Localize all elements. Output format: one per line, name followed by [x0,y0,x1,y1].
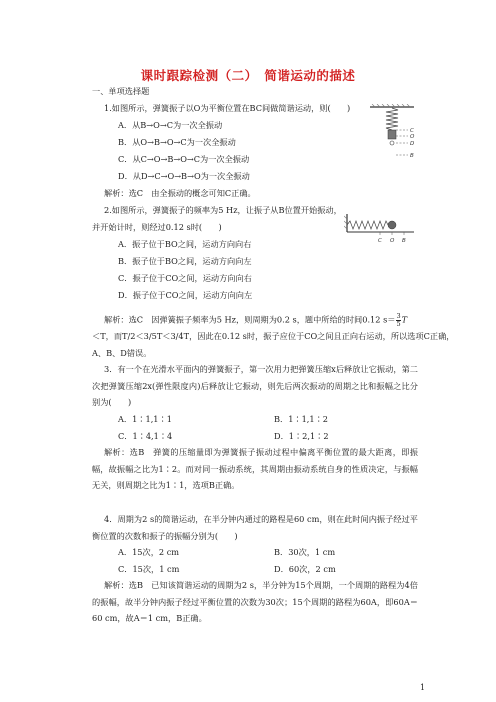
frac-num: 3 [396,312,401,320]
page-title: 课时跟踪检测（二） 简谐运动的描述 [140,68,356,83]
q2-answer-line3: A、B、D错误。 [92,348,152,358]
frac-den: 5 [396,320,401,328]
q1-stem: 1.如图所示，弹簧振子以O为平衡位置在BC间做简谐运动，则( ) [104,103,351,113]
q2-option-a: A．振子位于BO之间，运动方向向右 [118,239,252,249]
q4-option-d: D．60次，2 cm [274,564,336,574]
q2-option-c: C．振子位于CO之间，运动方向向右 [118,273,252,283]
q3-option-d: D．1∶2,1∶2 [274,431,329,441]
q2-answer-line2: ＜T，而T/2＜3/5T＜3/4T，因此在0.12 s时，振子应位于CO之间且正向右运动，所以选项C正确， [92,331,455,341]
q4-option-b: B．30次，1 cm [274,547,336,557]
q2-answer-text: 解析：选C 因弹簧振子频率为5 Hz，则周期为0.2 s，题中所给的时间0.12 s＝ [104,314,396,325]
q2-fig-label-c: C [378,238,382,244]
q2-fig-label-o: O [390,238,395,244]
q4-stem: 4．周期为2 s的简谐运动，在半分钟内通过的路程是60 cm，则在此时间内振子经过平衡位置的次数和振子的振幅分别为( ) [92,514,418,541]
q3-option-a: A．1∶1,1∶1 [118,414,172,424]
q2-option-b: B．振子位于BO之间，运动方向向左 [118,256,252,266]
q2-stem-line1: 2.如图所示，弹簧振子的频率为5 Hz，让振子从B位置开始振动， [104,205,342,215]
q2-option-d: D．振子位于CO之间，运动方向向左 [118,290,253,300]
q3-option-c: C．1∶4,1∶4 [118,431,173,441]
q3-stem: 3．有一个在光滑水平面内的弹簧振子，第一次用力把弹簧压缩x后释放让它振动，第二次把弹簧压缩2x(弹性限度内)后释放让它振动，则先后两次振动的周期之比和振幅之比分别为( ) [92,364,418,407]
q2-answer-line1 [104,313,407,328]
q1-fig-label-d: D [410,141,415,147]
frac-tail: T [401,314,408,325]
q2-answer-fraction [396,313,400,328]
q2-fig-label-b: B [402,238,406,244]
q1-option-d: D．从D→C→O→B→O为一次全振动 [118,171,250,181]
q3-answer: 解析：选B 弹簧的压缩量即为弹簧振子振动过程中偏离平衡位置的最大距离，即振幅，故振幅之比为1∶2。而对同一振动系统，其周期由振动系统自身的性质决定，与振幅无关，则周期之比为1∶1，选项B正确。 [92,447,418,490]
q4-option-c: C．15次，1 cm [118,564,180,574]
q1-spring-figure [366,104,422,162]
q2-spring-figure [344,212,416,246]
q1-option-c: C．从C→O→B→O→C为一次全振动 [118,154,250,164]
q4-answer: 解析：选B 已知该简谐运动的周期为2 s，半分钟为15个周期，一个周期的路程为4倍的振幅，故半分钟内振子经过平衡位置的次数为30次；15个周期的路程为60A，即60A＝60 cm，故A＝1 cm，B正确。 [92,580,418,623]
q1-option-a: A．从B→O→C为一次全振动 [118,120,223,130]
q1-fig-label-o: O [410,134,415,140]
q4-option-a: A．15次，2 cm [118,547,180,557]
q1-fig-label-b: B [410,153,414,159]
q2-stem-line2: 并开始计时，则经过0.12 s时( ) [92,222,222,232]
q1-answer: 解析：选C 由全振动的概念可知C正确。 [104,188,256,198]
page-number: 1 [420,683,426,692]
q1-fig-label-c: C [410,128,414,134]
section-heading: 一、单项选择题 [92,86,150,96]
q3-option-b: B．1∶1,1∶2 [274,414,329,424]
q1-option-b: B．从O→B→O→C为一次全振动 [118,137,236,147]
